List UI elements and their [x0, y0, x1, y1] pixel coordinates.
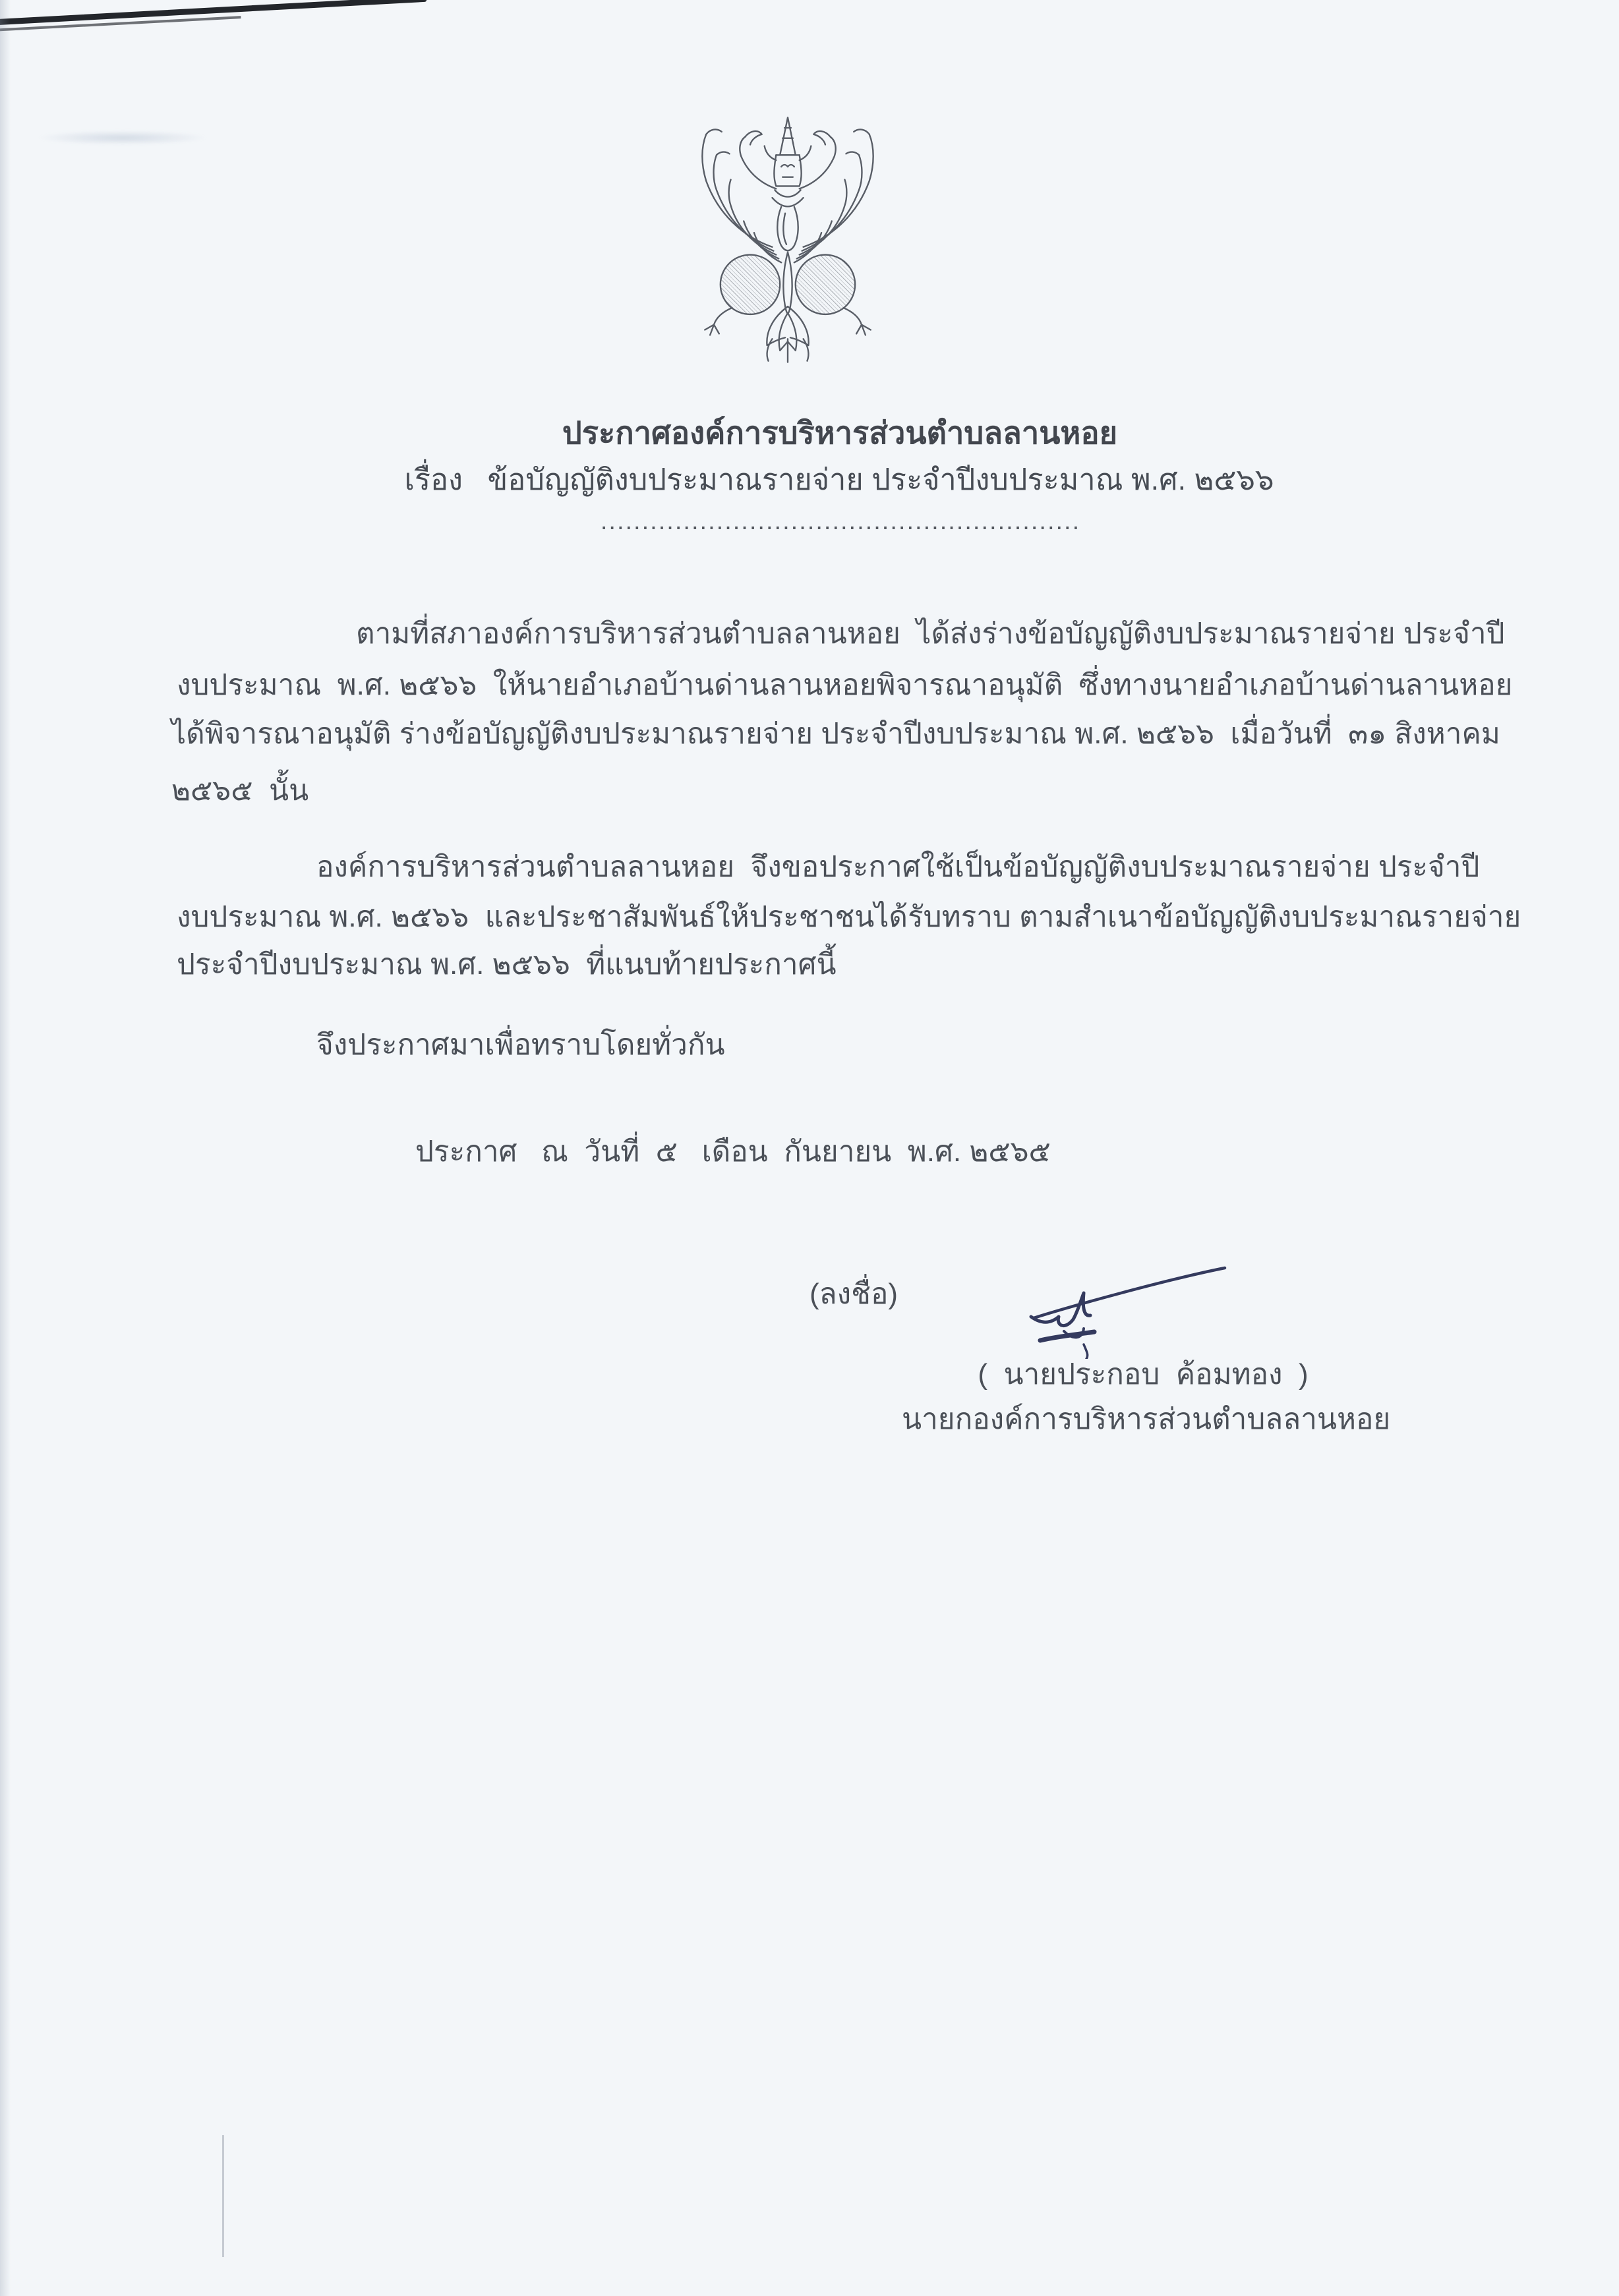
signer-title: นายกองค์การบริหารส่วนตำบลลานหอย	[902, 1403, 1391, 1435]
scan-left-shading	[0, 0, 11, 2296]
paragraph1-line4: ๒๕๖๕ นั้น	[171, 774, 309, 807]
garuda-emblem-icon	[678, 108, 898, 368]
paragraph1-line3: ได้พิจารณาอนุมัติ ร่างข้อบัญญัติงบประมาณรายจ่าย ประจำปีงบประมาณ พ.ศ. ๒๕๖๖ เมื่อวันที่ ๓๑ สิงหาคม	[171, 718, 1500, 750]
signature-label: (ลงชื่อ)	[810, 1278, 898, 1310]
document-title: ประกาศองค์การบริหารส่วนตำบลลานหอย	[562, 415, 1118, 450]
paragraph1-line2: งบประมาณ พ.ศ. ๒๕๖๖ ให้นายอำเภอบ้านด่านลานหอยพิจารณาอนุมัติ ซึ่งทางนายอำเภอบ้านด่านลานหอย	[177, 669, 1513, 701]
closing-line: จึงประกาศมาเพื่อทราบโดยทั่วกัน	[316, 1029, 725, 1061]
document-subject-line: เรื่อง ข้อบัญญัติงบประมาณรายจ่าย ประจำปีงบประมาณ พ.ศ. ๒๕๖๖	[404, 463, 1274, 496]
signature-ink	[1020, 1260, 1238, 1359]
divider-dots: ..........................................................	[600, 507, 1081, 535]
paragraph2-line2: งบประมาณ พ.ศ. ๒๕๖๖ และประชาสัมพันธ์ให้ประชาชนได้รับทราบ ตามสำเนาข้อบัญญัติงบประมาณรายจ่าย	[177, 901, 1521, 933]
proclamation-date-line: ประกาศ ณ วันที่ ๕ เดือน กันยายน พ.ศ. ๒๕๖๕	[415, 1135, 1051, 1168]
signer-name: ( นายประกอบ ค้อมทอง )	[978, 1358, 1309, 1391]
paragraph2-line3: ประจำปีงบประมาณ พ.ศ. ๒๕๖๖ ที่แนบท้ายประกาศนี้	[177, 948, 837, 981]
scan-edge-artifact	[0, 0, 427, 26]
scan-line-artifact	[222, 2135, 224, 2257]
paragraph1-line1: ตามที่สภาองค์การบริหารส่วนตำบลลานหอย ได้ส่งร่างข้อบัญญัติงบประมาณรายจ่าย ประจำปี	[356, 617, 1505, 650]
paragraph2-line1: องค์การบริหารส่วนตำบลลานหอย จึงขอประกาศใช้เป็นข้อบัญญัติงบประมาณรายจ่าย ประจำปี	[316, 851, 1480, 883]
scan-smudge	[37, 130, 208, 145]
